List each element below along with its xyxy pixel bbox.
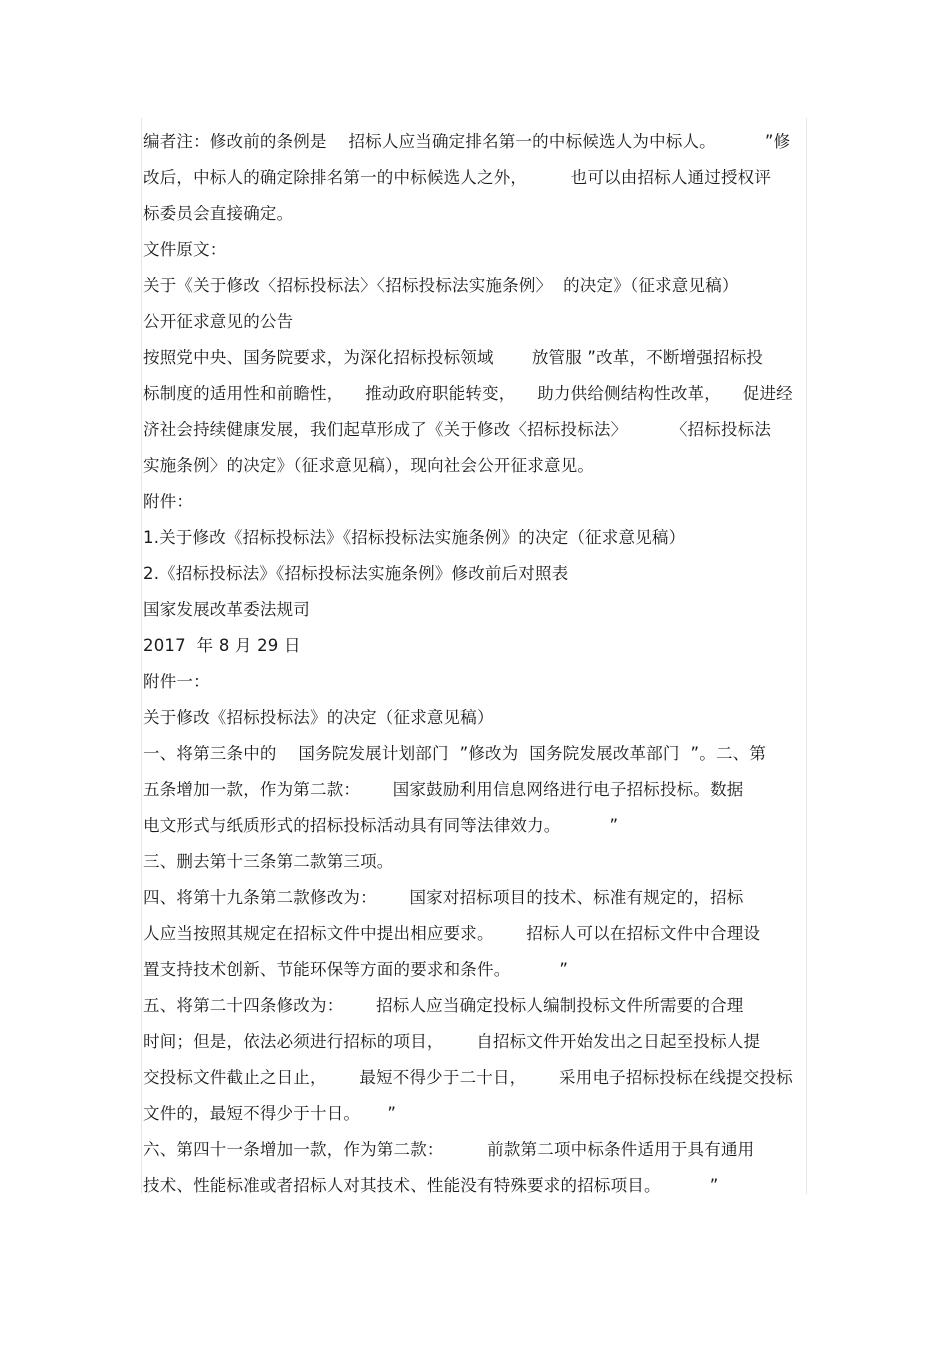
section-heading: 文件原文： xyxy=(143,240,227,259)
issuing-office: 国家发展改革委法规司 xyxy=(143,600,310,619)
text-line: 标委员会直接确定。 xyxy=(143,204,294,223)
text-line: 改后，中标人的确定除排名第一的中标候选人之外， 也可以由招标人通过授权评 xyxy=(143,168,772,187)
text-line: 五、将第二十四条修改为： 招标人应当确定投标人编制投标文件所需要的合理 xyxy=(143,996,744,1015)
attachment-item: 2.《招标投标法》《招标投标法实施条例》修改前后对照表 xyxy=(143,564,569,583)
text-line: 三、删去第十三条第二款第三项。 xyxy=(143,852,394,871)
text-line: 六、第四十一条增加一款，作为第二款： 前款第二项中标条件适用于具有通用 xyxy=(143,1140,755,1159)
text-line: 标制度的适用性和前瞻性， 推动政府职能转变， 助力供给侧结构性改革， 促进经 xyxy=(143,384,793,403)
text-line: 按照党中央、国务院要求，为深化招标投标领域 放管服 ”改革，不断增强招标投 xyxy=(143,348,764,367)
page-frame-left-border xyxy=(141,118,142,1194)
text-line: 济社会持续健康发展，我们起草形成了《关于修改〈招标投标法〉 〈招标投标法 xyxy=(143,420,772,439)
notice-title: 关于《关于修改〈招标投标法〉〈招标投标法实施条例〉 的决定》（征求意见稿） xyxy=(143,276,739,295)
text-line: 文件的，最短不得少于十日。 ” xyxy=(143,1104,397,1123)
attachment-one-heading: 附件一： xyxy=(143,672,210,691)
decision-title: 关于修改《招标投标法》的决定（征求意见稿） xyxy=(143,708,494,727)
text-line: 五条增加一款，作为第二款： 国家鼓励利用信息网络进行电子招标投标。数据 xyxy=(143,780,744,799)
text-line: 人应当按照其规定在招标文件中提出相应要求。 招标人可以在招标文件中合理设 xyxy=(143,924,761,943)
text-line: 实施条例〉的决定》（征求意见稿），现向社会公开征求意见。 xyxy=(143,456,595,475)
document-body xyxy=(143,124,811,1204)
text-line: 电文形式与纸质形式的招标投标活动具有同等法律效力。 ” xyxy=(143,816,619,835)
text-line: 置支持技术创新、节能环保等方面的要求和条件。 ” xyxy=(143,960,569,979)
attachment-item: 1.关于修改《招标投标法》《招标投标法实施条例》的决定（征求意见稿） xyxy=(143,528,686,547)
issue-date: 2017 年 8 月 29 日 xyxy=(143,636,301,655)
text-line: 技术、性能标准或者招标人对其技术、性能没有特殊要求的招标项目。 ” xyxy=(143,1176,719,1195)
text-line: 四、将第十九条第二款修改为： 国家对招标项目的技术、标准有规定的，招标 xyxy=(143,888,744,907)
text-line: 一、将第三条中的 国务院发展计划部门 ”修改为 国务院发展改革部门 ”。二、第 xyxy=(143,744,767,763)
text-line: 时间；但是，依法必须进行招标的项目， 自招标文件开始发出之日起至投标人提 xyxy=(143,1032,761,1051)
notice-title: 公开征求意见的公告 xyxy=(143,312,294,331)
text-line: 编者注：修改前的条例是 招标人应当确定排名第一的中标候选人为中标人。 ”修 xyxy=(143,132,791,151)
text-line: 交投标文件截止之日止， 最短不得少于二十日， 采用电子招标投标在线提交投标 xyxy=(143,1068,793,1087)
attachments-heading: 附件： xyxy=(143,492,194,511)
